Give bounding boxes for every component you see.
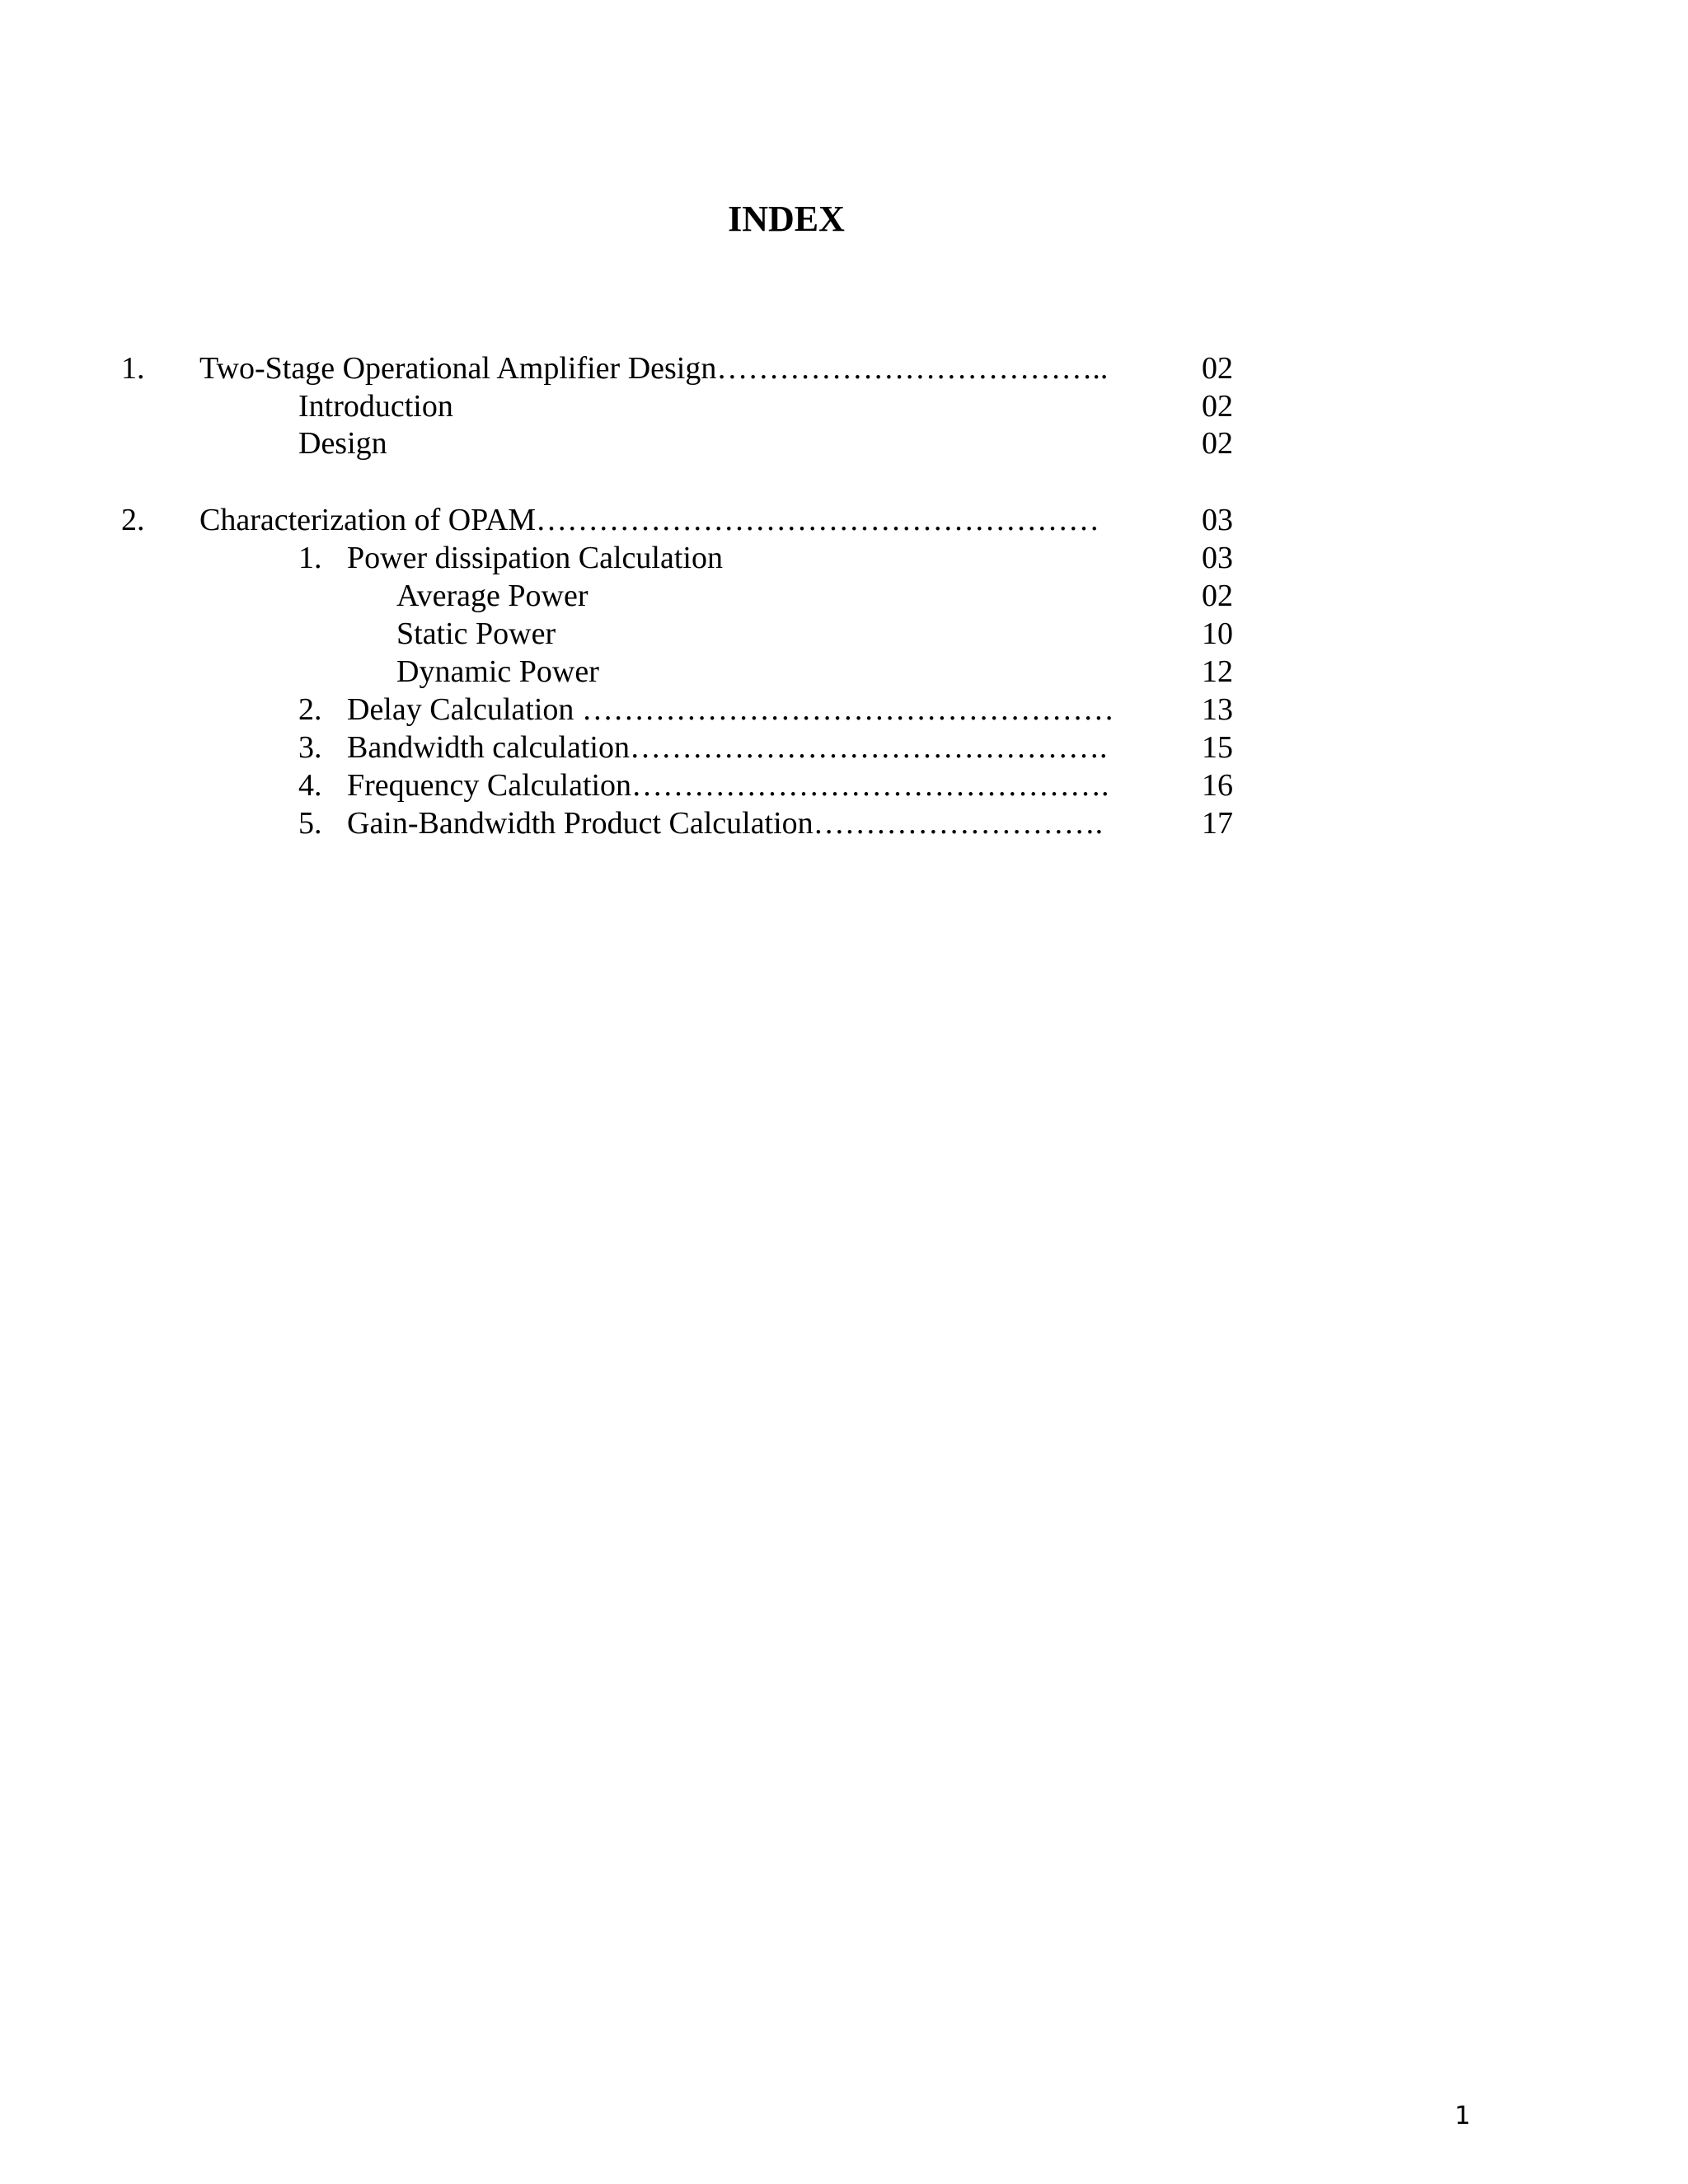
toc-entry-title: Static Power [396, 616, 556, 651]
toc-entry-page: 12 [1202, 654, 1233, 689]
toc-entry-page: 03 [1202, 503, 1233, 537]
toc-entry-page: 10 [1202, 616, 1233, 651]
toc-entry-characterization-of-opam [0, 501, 1319, 539]
toc-entry-static-power [0, 615, 1319, 653]
toc-entry-page: 02 [1202, 579, 1233, 613]
toc-entry-average-power [0, 577, 1319, 615]
toc-entry-title: Power dissipation Calculation [347, 541, 723, 575]
toc-entry-title: Bandwidth calculation………………………………………. [347, 730, 1108, 765]
toc-entry-title: Gain-Bandwidth Product Calculation………………………. [347, 806, 1104, 841]
toc-entry-page: 02 [1202, 351, 1233, 386]
toc-entry-two-stage-opamp-design [0, 349, 1319, 387]
page-title: INDEX [728, 199, 845, 239]
toc-entry-gain-bandwidth-product [0, 804, 1319, 842]
toc-entry-title: Delay Calculation …………………………………………… [347, 692, 1114, 727]
toc-entry-title: Two-Stage Operational Amplifier Design……………………………….. [199, 351, 1109, 386]
toc-entry-number: 5. [298, 806, 322, 841]
toc-entry-page: 03 [1202, 541, 1233, 575]
toc-entry-title: Average Power [396, 579, 588, 613]
toc-entry-page: 15 [1202, 730, 1233, 765]
toc-entry-title: Introduction [298, 389, 453, 424]
toc-entry-number: 2. [298, 692, 322, 727]
toc-entry-bandwidth-calculation [0, 729, 1319, 766]
toc-entry-page: 17 [1202, 806, 1233, 841]
toc-entry-page: 16 [1202, 768, 1233, 803]
toc-entry-number: 1. [298, 541, 322, 575]
toc-entry-number: 4. [298, 768, 322, 803]
toc-entry-page: 02 [1202, 426, 1233, 461]
toc-entry-power-dissipation [0, 539, 1319, 577]
toc-entry-number: 3. [298, 730, 322, 765]
toc-entry-dynamic-power [0, 653, 1319, 691]
toc-entry-title: Characterization of OPAM……………………………………………… [199, 503, 1100, 537]
toc-entry-number: 1. [121, 351, 145, 386]
toc-entry-frequency-calculation [0, 766, 1319, 804]
toc-entry-page: 02 [1202, 389, 1233, 424]
toc-entry-page: 13 [1202, 692, 1233, 727]
toc-entry-title: Frequency Calculation………………………………………. [347, 768, 1109, 803]
toc-entry-introduction [0, 387, 1319, 425]
toc-entry-title: Dynamic Power [396, 654, 599, 689]
toc-entry-title: Design [298, 426, 387, 461]
toc-entry-number: 2. [121, 503, 145, 537]
footer-page-number: 1 [1455, 2102, 1471, 2130]
toc-entry-delay-calculation [0, 691, 1319, 729]
toc-entry-design [0, 424, 1319, 462]
